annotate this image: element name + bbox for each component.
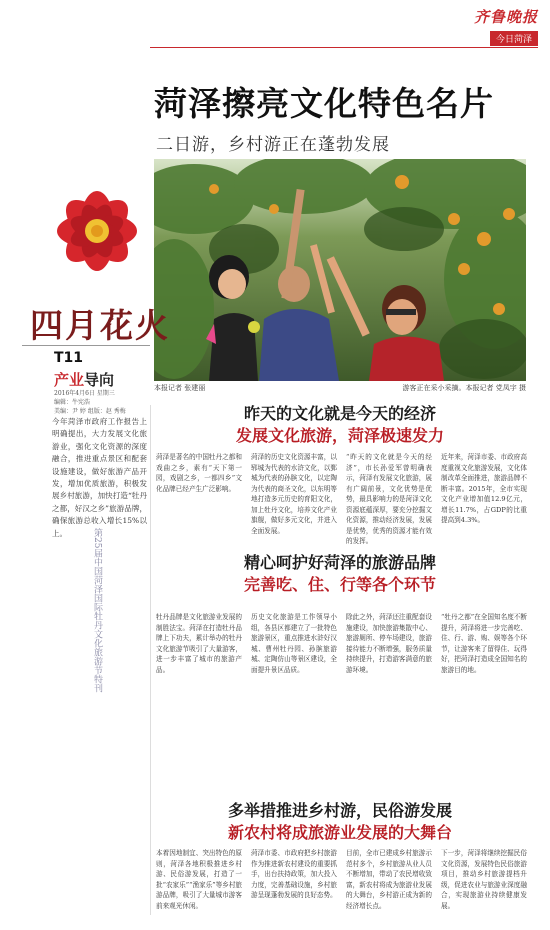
s2-col-3-text: 除此之外，菏泽还注重配套设施建设，加快旅游集散中心、旅游厕所、停车场建设，旅游接待能力不断增强，服务质量持续提升，打造游客满意的旅游环境。 (346, 613, 432, 674)
peony-icon (38, 172, 156, 290)
s3-col-2 (251, 848, 337, 922)
peony-illustration (38, 172, 156, 290)
section-name-part2: 导向 (84, 371, 115, 389)
s2-col-2-text: 历史文化旅游是工作领导小组，各县区都建立了一批特色旅游景区，重点推进水浒好汉城、曹州牡丹园、孙膑旅游城、定陶仿山等景区建设，全面提升景区品质。 (251, 613, 337, 674)
rail-title: 四月花火 (30, 306, 170, 345)
page-title: 菏泽擦亮文化特色名片 (154, 84, 494, 123)
rail-divider (22, 345, 150, 346)
section-name-part1: 产业 (54, 371, 85, 389)
photo-credit-left: 本报记者 张建丽 (154, 384, 206, 392)
section-2-title (152, 552, 528, 596)
section-3-title-line2: 新农村将成旅游业发展的大舞台 (227, 823, 452, 842)
s1-col-1-text: 菏泽是著名的中国牡丹之都和戏曲之乡，素有“天下第一园，戏剧之乡，一都四乡”文化品牌已经产生广泛影响。 (156, 453, 242, 493)
s2-col-3 (346, 612, 432, 784)
main-photo (154, 159, 526, 381)
masthead-rule (150, 47, 538, 48)
s1-col-3 (346, 452, 432, 546)
s2-col-4 (441, 612, 527, 784)
s3-col-2-text: 菏泽市委、市政府把乡村旅游作为推进新农村建设的重要抓手，出台扶持政策，加大投入力度，完善基础设施，乡村旅游呈现蓬勃发展的良好态势。 (251, 849, 337, 899)
s1-col-4-text: 近年来，菏泽市委、市政府高度重视文化旅游发展，文化体制改革全面推进，旅游品牌不断丰富。2015年，全市实现文化产业增加值12.9亿元，增长11.7%，占GDP的比重提高到4.3%。 (441, 453, 527, 524)
s2-col-1-text: 牡丹品牌是文化旅游业发展的制胜法宝。菏泽在打造牡丹品牌上下功夫，累计举办的牡丹文化旅游节吸引了大量游客，进一步丰富了城市的旅游产品。 (156, 613, 242, 674)
s3-col-3-text: 目前，全市已建成乡村旅游示范村多个，乡村旅游从业人员不断增加，带动了农民增收致富，新农村将成为旅游业发展的大舞台，乡村游正成为新的经济增长点。 (346, 849, 432, 910)
s3-col-4 (441, 848, 527, 922)
section-label: 今日菏泽 (490, 31, 538, 46)
s3-col-4-text: 下一步，菏泽将继续挖掘民俗文化资源，发展特色民俗旅游项目，推动乡村旅游提档升级，促进农业与旅游业深度融合，实现旅游业持续健康发展。 (441, 849, 527, 910)
issue-design: 美编：尹 婷 组版：赵 秀梅 (54, 408, 126, 415)
page-subtitle: 二日游，乡村游正在蓬勃发展 (156, 135, 390, 155)
issue-editor: 编辑：牛宪浩 (54, 399, 91, 406)
photo-caption (154, 383, 526, 393)
s2-col-1 (156, 612, 242, 784)
orchard-photo-illustration (154, 159, 526, 381)
intro-text: 今年菏泽市政府工作报告上明确提出，大力发展文化旅游业，强化文化资源的深度融合，推进重点景区和配套设施建设，做好旅游产品开发，增加优质旅游，积极发展乡村旅游，加快打造“牡丹之都，好汉之乡”旅游品牌，确保旅游总收入增长15%以上。 (52, 417, 147, 538)
issue-meta (54, 389, 126, 416)
s2-col-2 (251, 612, 337, 784)
section-1-title (152, 403, 528, 447)
s2-col-4-text: “牡丹之都”在全国知名度不断提升，菏泽将进一步完善吃、住、行、游、购、娱等各个环节，让游客来了留得住、玩得好，把菏泽打造成全国知名的旅游目的地。 (441, 613, 527, 674)
s3-col-3 (346, 848, 432, 922)
s1-col-2-text: 菏泽的历史文化资源丰富，以郓城为代表的水浒文化，以鄄城为代表的孙膑文化，以定陶为代表的商圣文化，以东明等地打造多元历史的育阳文化，加上牡丹文化，培养文化产业旗舰，做好多元文化，并进入全面发展。 (251, 453, 337, 535)
photo-credit-right: 游客正在采小采摘。本报记者 党凤宇 摄 (402, 384, 526, 392)
s1-col-4 (441, 452, 527, 546)
section-1-title-line1: 昨天的文化就是今天的经济 (243, 404, 436, 423)
newspaper-logo: 齐鲁晚报 (473, 8, 538, 26)
s3-col-1 (156, 848, 242, 922)
section-2-title-line1: 精心呵护好菏泽的旅游品牌 (243, 553, 436, 572)
section-2-title-line2: 完善吃、住、行等各个环节 (243, 575, 436, 594)
section-3-title-line1: 多举措推进乡村游，民俗游发展 (227, 801, 452, 820)
s3-col-1-text: 本着因地制宜、突出特色的原则，菏泽各地积极推进乡村游、民俗游发展，打造了一批“农家乐”“渔家乐”等乡村旅游品牌，吸引了大量城市游客前来观光休闲。 (156, 849, 242, 910)
s1-col-1 (156, 452, 242, 546)
column-rule (150, 405, 151, 915)
section-1-title-line2: 发展文化旅游，菏泽极速发力 (235, 426, 444, 445)
section-3-title (152, 800, 528, 844)
masthead (458, 6, 538, 45)
section-name (54, 369, 114, 390)
page-number: T11 (54, 350, 84, 366)
s1-col-3-text: “昨天的文化就是今天的经济”，市长孙爱军曾明确表示，菏泽有发展文化旅游，展有广阔前景，文化优势是优势，最具影响力的是菏泽文化资源底蕴深厚，要充分挖掘文化资源，推动经济发展，发展是优势，优秀的资源才能有效的发挥。 (346, 453, 432, 545)
vertical-banner: 第25届中国菏泽国际牡丹文化旅游节特刊 (92, 528, 102, 693)
s1-col-2 (251, 452, 337, 546)
issue-date: 2016年4月6日 星期三 (54, 390, 115, 397)
